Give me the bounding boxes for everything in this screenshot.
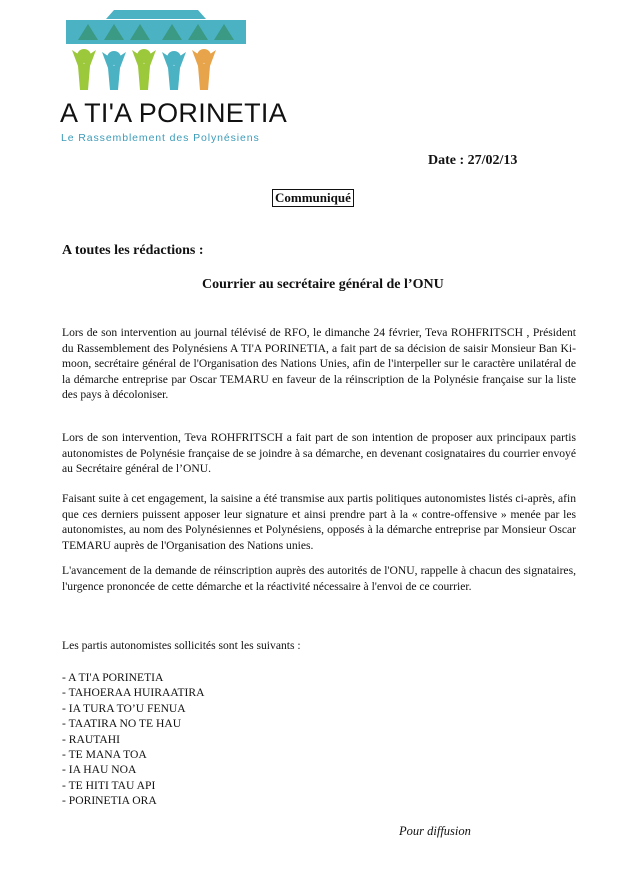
party-item: - A TI'A PORINETIA: [62, 670, 205, 685]
paragraph: Lors de son intervention au journal télévisé de RFO, le dimanche 24 février, Teva ROHFRITSCH , Président du Rassemblement des Polynésiens A TI'A PORINETIA, a fait part de sa décision de saisir Monsieur Ban Ki-moon, secrétaire général de l'Organisation des Nations Unies, afin de l'interpeller sur le caractère unilatéral de la démarche entreprise par Oscar TEMARU en faveur de la réinscription de la Polynésie française sur la liste des pays à décoloniser.: [62, 326, 576, 401]
paragraph: Lors de son intervention, Teva ROHFRITSCH a fait part de son intention de proposer aux principaux partis autonomistes de Polynésie française de se joindre à sa démarche, en devenant cosignataires du courrier envoyé au Secrétaire général de l’ONU.: [62, 431, 576, 475]
logo-name: A TI'A PORINETIA: [60, 98, 288, 128]
document-heading: Communiqué: [272, 189, 354, 207]
logo-figure: [72, 49, 96, 90]
paragraph: L'avancement de la demande de réinscription auprès des autorités de l'ONU, rappelle à chacun des signataires, l'urgence prononcée de cette démarche et la réactivité nécessaire à l'envoi de ce courrier.: [62, 564, 576, 593]
party-logo: [56, 6, 288, 146]
party-item: - TAHOERAA HUIRAATIRA: [62, 685, 205, 700]
logo-figures: [72, 49, 216, 90]
logo-figure: [192, 49, 216, 90]
logo-figure: [102, 51, 126, 90]
greeting: A toutes les rédactions :: [62, 243, 204, 258]
party-item: - PORINETIA ORA: [62, 793, 205, 808]
party-item: - TAATIRA NO TE HAU: [62, 716, 205, 731]
logo-figure: [132, 49, 156, 90]
footer-note: Pour diffusion: [399, 824, 471, 838]
parties-list: [62, 670, 205, 809]
logo-tagline: Le Rassemblement des Polynésiens: [61, 132, 260, 144]
party-item: - TE HITI TAU API: [62, 778, 205, 793]
logo-figure: [162, 51, 186, 90]
parties-intro: Les partis autonomistes sollicités sont les suivants :: [62, 639, 301, 652]
document-date: Date : 27/02/13: [428, 153, 518, 168]
party-item: - IA TURA TO’U FENUA: [62, 701, 205, 716]
paragraph: Faisant suite à cet engagement, la saisine a été transmise aux partis politiques autonomistes listés ci-après, afin que ces derniers puissent apposer leur signature et ainsi prendre part à la « contre-offensive » menée par les autonomistes, au nom des Polynésiennes et Polynésiens, opposés à la démarche entreprise par Monsieur Oscar TEMARU auprès de l'Organisation des Nations unies.: [62, 492, 576, 552]
logo-roof: [106, 10, 206, 19]
party-item: - TE MANA TOA: [62, 747, 205, 762]
party-item: - RAUTAHI: [62, 732, 205, 747]
party-item: - IA HAU NOA: [62, 762, 205, 777]
subject-line: Courrier au secrétaire général de l’ONU: [202, 277, 444, 292]
logo-emblem-icon: [56, 6, 256, 98]
